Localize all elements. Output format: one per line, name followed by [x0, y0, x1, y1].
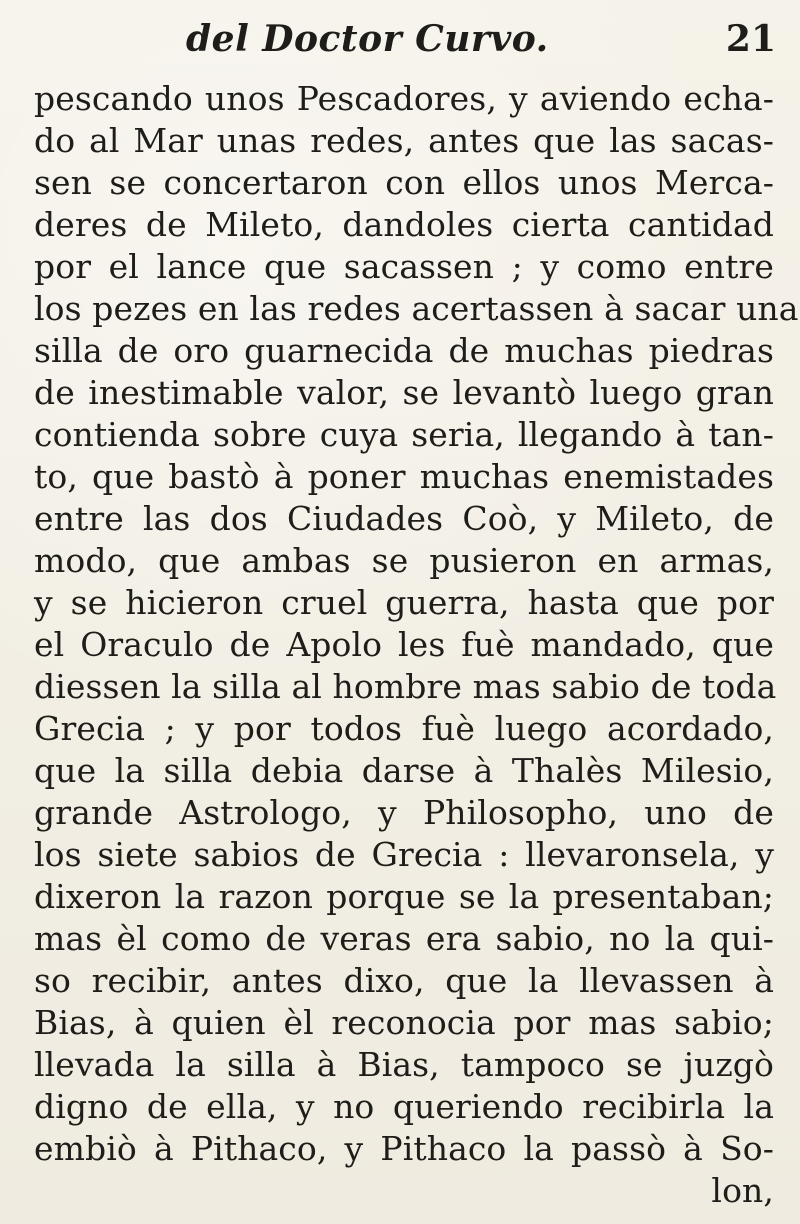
text-line: por el lance que sacassen ; y como entre: [34, 247, 774, 286]
text-line: Bias, à quien èl reconocia por mas sabio;: [34, 1003, 774, 1042]
text-line: so recibir, antes dixo, que la llevassen à: [34, 961, 774, 1000]
text-line: to, que bastò à poner muchas enemistades: [34, 457, 774, 496]
text-line: dixeron la razon porque se la presentaban;: [34, 877, 774, 916]
text-line: diessen la silla al hombre mas sabio de toda: [34, 667, 777, 706]
text-line: contienda sobre cuya seria, llegando à tan-: [34, 415, 774, 454]
catchword: lon,: [711, 1171, 774, 1210]
text-line: los siete sabios de Grecia : llevaronsela, y: [34, 835, 774, 874]
text-line: digno de ella, y no queriendo recibirla la: [34, 1087, 774, 1126]
text-line: do al Mar unas redes, antes que las sacas-: [34, 121, 774, 160]
text-line: llevada la silla à Bias, tampoco se juzgò: [34, 1045, 774, 1084]
text-line: que la silla debia darse à Thalès Milesio,: [34, 751, 774, 790]
text-line: mas èl como de veras era sabio, no la qui-: [34, 919, 774, 958]
text-line: pescando unos Pescadores, y aviendo echa-: [34, 79, 774, 118]
text-line: y se hicieron cruel guerra, hasta que por: [34, 583, 774, 622]
text-line: el Oraculo de Apolo les fuè mandado, que: [34, 625, 774, 664]
text-line: sen se concertaron con ellos unos Merca-: [34, 163, 774, 202]
text-line: embiò à Pithaco, y Pithaco la passò à So-: [34, 1129, 774, 1168]
text-line: Grecia ; y por todos fuè luego acordado,: [34, 709, 774, 748]
running-head: del Doctor Curvo.: [186, 18, 549, 60]
page-number: 21: [725, 18, 776, 60]
page-header: [0, 16, 800, 66]
text-line: entre las dos Ciudades Coò, y Mileto, de: [34, 499, 774, 538]
text-line: modo, que ambas se pusieron en armas,: [34, 541, 774, 580]
text-line: deres de Mileto, dandoles cierta cantidad: [34, 205, 774, 244]
text-line: grande Astrologo, y Philosopho, uno de: [34, 793, 774, 832]
text-line: de inestimable valor, se levantò luego gran: [34, 373, 774, 412]
text-line: los pezes en las redes acertassen à sacar una: [34, 289, 799, 328]
body-text: [34, 78, 799, 1212]
text-line: silla de oro guarnecida de muchas piedras: [34, 331, 774, 370]
